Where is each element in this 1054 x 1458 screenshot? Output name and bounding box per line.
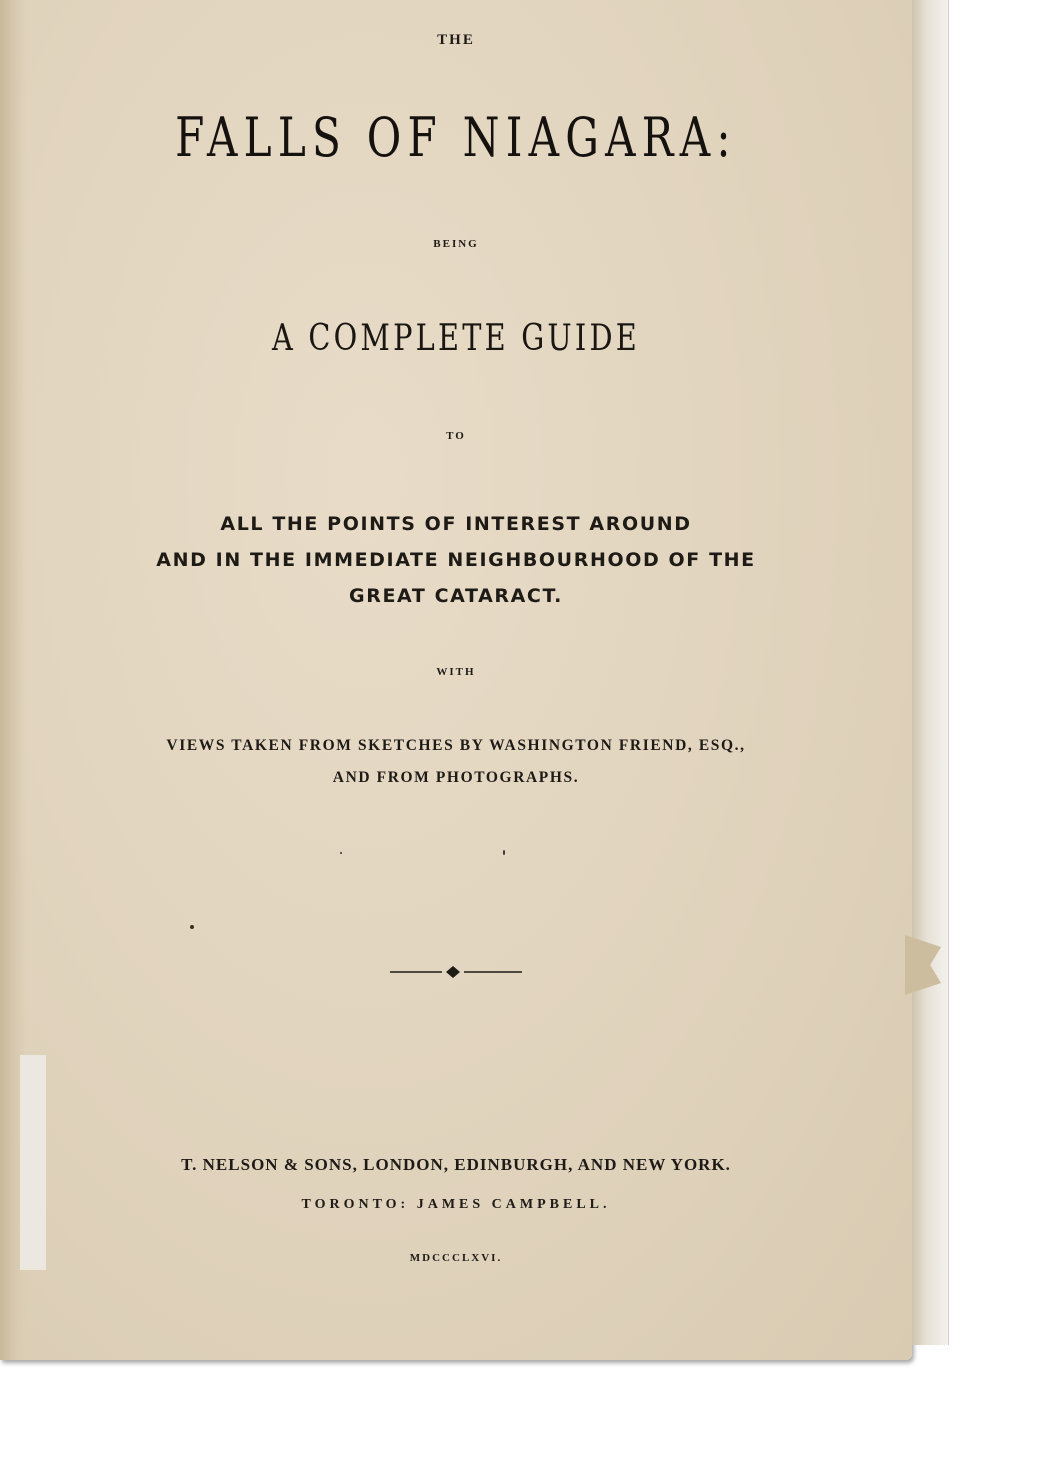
description-line-1: ALL THE POINTS OF INTEREST AROUND <box>220 513 692 535</box>
views-line-2: AND FROM PHOTOGRAPHS. <box>332 769 580 786</box>
to-label: TO <box>446 430 466 442</box>
page-edge <box>912 0 949 1345</box>
being-label: BEING <box>433 238 479 250</box>
publication-year: MDCCCLXVI. <box>409 1252 503 1264</box>
ink-speck <box>503 850 505 855</box>
ornament-divider-icon <box>390 962 522 982</box>
with-label: WITH <box>436 666 476 678</box>
views-line-1: VIEWS TAKEN FROM SKETCHES BY WASHINGTON FRIEND, ESQ., <box>166 737 746 754</box>
ink-speck <box>190 925 194 929</box>
main-title: FALLS OF NIAGARA: <box>175 106 737 169</box>
subtitle: A COMPLETE GUIDE <box>272 318 640 359</box>
ink-speck <box>340 852 342 854</box>
description-line-3: GREAT CATARACT. <box>349 585 563 607</box>
publisher-line: T. NELSON & SONS, LONDON, EDINBURGH, AND NEW YORK. <box>181 1155 731 1174</box>
title-article: THE <box>437 32 475 48</box>
description-line-2: AND IN THE IMMEDIATE NEIGHBOURHOOD OF THE <box>156 549 756 571</box>
toronto-line: TORONTO: JAMES CAMPBELL. <box>301 1197 611 1212</box>
